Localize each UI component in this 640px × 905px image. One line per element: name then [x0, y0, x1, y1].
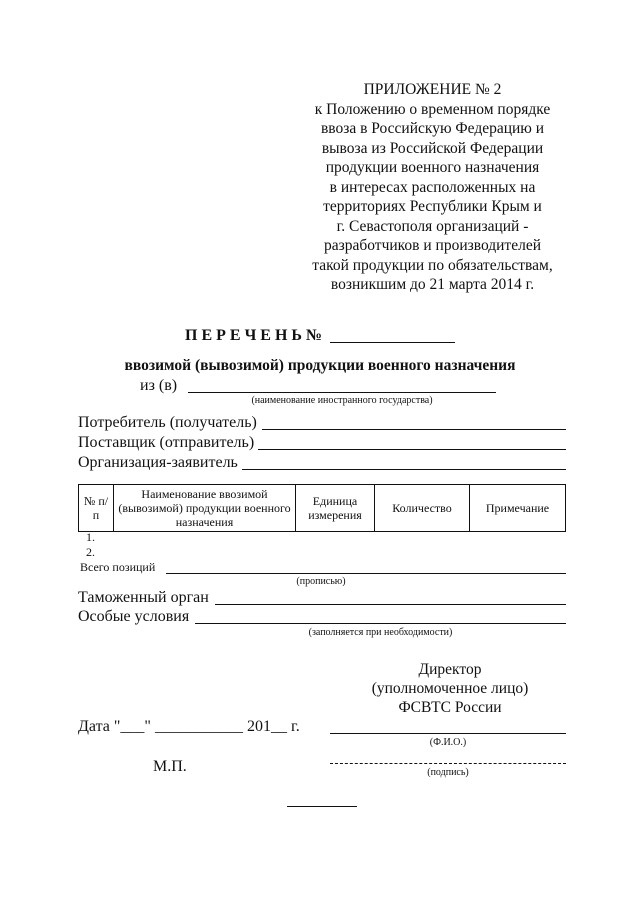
- col-header-unit: Единица измерения: [296, 485, 375, 532]
- applicant-line[interactable]: [242, 469, 566, 470]
- appendix-line: г. Севастополя организаций -: [336, 217, 529, 235]
- table-row: 1.: [86, 530, 95, 544]
- total-line[interactable]: [166, 573, 566, 574]
- customs-line[interactable]: [215, 604, 566, 605]
- number-line[interactable]: [330, 342, 455, 343]
- signatory-line: (уполномоченное лицо): [371, 680, 529, 697]
- appendix-line: территориях Республики Крым и: [323, 198, 542, 215]
- appendix-line: вывоза из Российской Федерации: [321, 139, 544, 157]
- appendix-line: ПРИЛОЖЕНИЕ № 2: [363, 81, 502, 98]
- col-header-notes: Примечание: [470, 485, 566, 532]
- document-title: П Е Р Е Ч Е Н Ь №: [185, 327, 323, 344]
- conditions-line[interactable]: [195, 623, 566, 624]
- signatory-block: [340, 660, 560, 717]
- appendix-line: такой продукции по обязательствам,: [312, 256, 553, 274]
- stamp-label: М.П.: [153, 758, 187, 775]
- appendix-header: [300, 80, 565, 295]
- total-caption: (прописью): [296, 576, 346, 587]
- signature-line[interactable]: [330, 763, 566, 764]
- col-header-name: Наименование ввозимой (вывозимой) продукции военного назначения: [114, 485, 296, 532]
- appendix-line: продукции военного назначения: [325, 159, 540, 176]
- col-header-quantity: Количество: [375, 485, 470, 532]
- supplier-line[interactable]: [258, 449, 566, 450]
- signature-caption: (подпись): [427, 767, 469, 778]
- total-label: Всего позиций: [80, 560, 156, 574]
- appendix-line: возникшим до 21 марта 2014 г.: [330, 276, 535, 293]
- customs-label: Таможенный орган: [78, 589, 209, 606]
- from-country-line[interactable]: [188, 392, 496, 393]
- col-header-number: № п/п: [79, 485, 114, 532]
- consumer-label: Потребитель (получатель): [78, 414, 257, 431]
- footer-divider: [287, 806, 357, 807]
- products-table: [78, 484, 566, 532]
- table-row: 2.: [86, 545, 95, 559]
- signatory-line: ФСВТС России: [398, 699, 502, 716]
- name-caption: (Ф.И.О.): [429, 737, 467, 748]
- applicant-label: Организация-заявитель: [78, 454, 238, 471]
- conditions-label: Особые условия: [78, 608, 190, 625]
- appendix-line: в интересах расположенных на: [329, 178, 536, 196]
- consumer-line[interactable]: [262, 429, 566, 430]
- from-label: из (в): [140, 377, 178, 394]
- appendix-line: к Положению о временном порядке: [314, 100, 551, 118]
- supplier-label: Поставщик (отправитель): [78, 434, 255, 451]
- document-subtitle: ввозимой (вывозимой) продукции военного назначения: [124, 357, 516, 374]
- appendix-line: ввоза в Российскую Федерацию и: [320, 120, 545, 137]
- from-caption: (наименование иностранного государства): [251, 395, 433, 406]
- date-field[interactable]: Дата "___" ___________ 201__ г.: [78, 718, 300, 735]
- conditions-caption: (заполняется при необходимости): [308, 627, 453, 638]
- signatory-line: Директор: [418, 661, 482, 678]
- name-line[interactable]: [330, 733, 566, 734]
- appendix-line: разработчиков и производителей: [323, 237, 541, 254]
